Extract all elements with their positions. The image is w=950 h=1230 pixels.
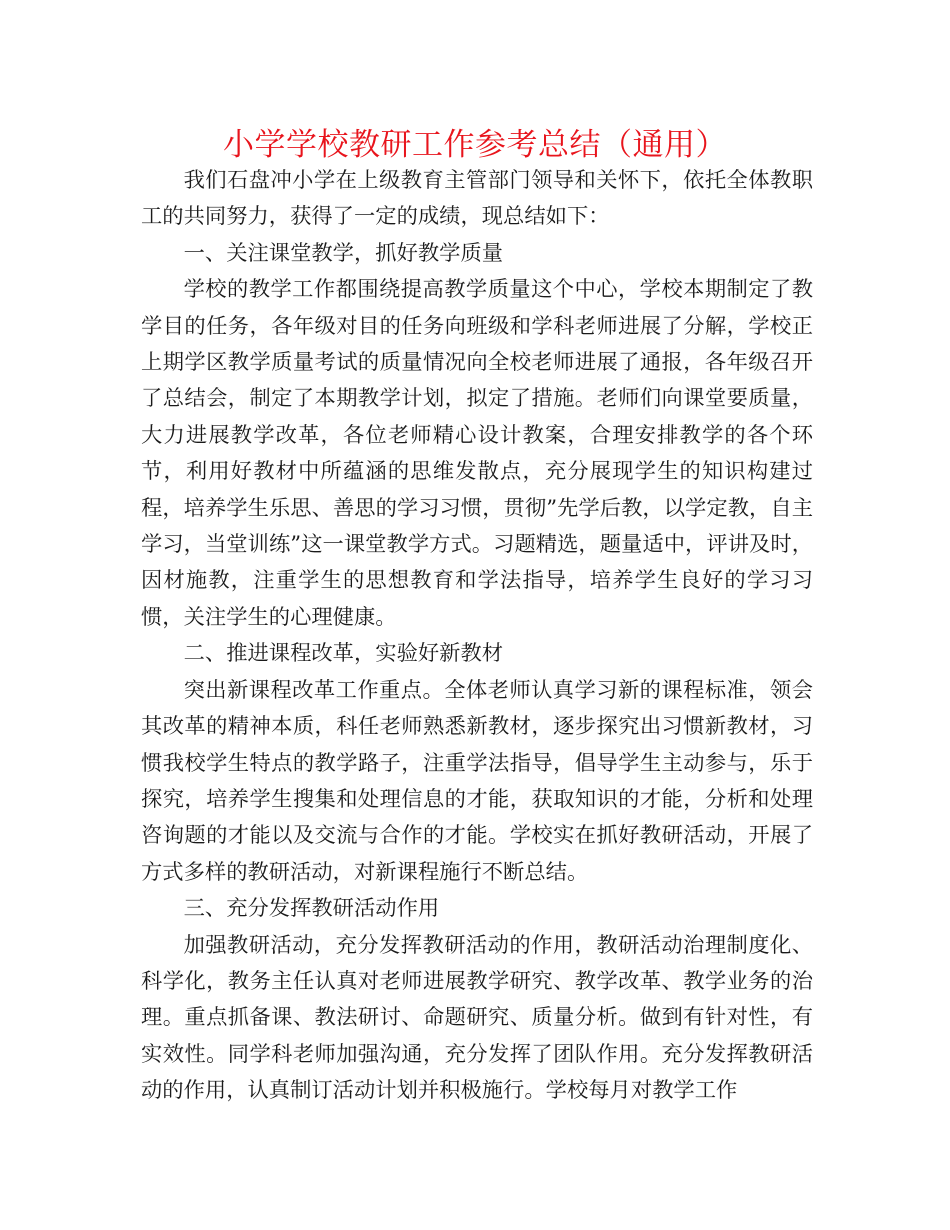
section-paragraph-3: 加强教研活动，充分发挥教研活动的作用，教研活动治理制度化、科学化，教务主任认真对老师进展教学研究、教学改革、教学业务的治理。重点抓备课、教法研讨、命题研究、质量分析。做到有针对性，有实效性。同学科老师加强沟通，充分发挥了团队作用。充分发挥教研活动的作用，认真制订活动计划并积极施行。学校每月对教学工作 (141, 932, 813, 1104)
section-heading-3: 三、充分发挥教研活动作用 (183, 896, 440, 922)
document-title: 小学学校教研工作参考总结（通用） (223, 127, 727, 163)
intro-paragraph: 我们石盘冲小学在上级教育主管部门领导和关怀下，依托全体教职工的共同努力，获得了一定的成绩，现总结如下： (141, 168, 813, 230)
section-paragraph-1: 学校的教学工作都围绕提高教学质量这个中心，学校本期制定了教学目的任务，各年级对目的任务向班级和学科老师进展了分解，学校正上期学区教学质量考试的质量情况向全校老师进展了通报，各年级召开了总结会，制定了本期教学计划，拟定了措施。老师们向课堂要质量，大力进展教学改革，各位老师精心设计教案，合理安排教学的各个环节，利用好教材中所蕴涵的思维发散点，充分展现学生的知识构建过程，培养学生乐思、善思的学习习惯，贯彻”先学后教，以学定教，自主学习，当堂训练”这一课堂教学方式。习题精选，题量适中，评讲及时，因材施教，注重学生的思想教育和学法指导，培养学生良好的学习习惯，关注学生的心理健康。 (141, 277, 813, 630)
document-body (141, 163, 813, 1110)
section-heading-2: 二、推进课程改革，实验好新教材 (183, 641, 504, 667)
section-paragraph-2: 突出新课程改革工作重点。全体老师认真学习新的课程标准，领会其改革的精神本质，科任老师熟悉新教材，逐步探究出习惯新教材，习惯我校学生特点的教学路子，注重学法指导，倡导学生主动参与，乐于探究，培养学生搜集和处理信息的才能，获取知识的才能，分析和处理咨询题的才能以及交流与合作的才能。学校实在抓好教研活动，开展了方式多样的教研活动，对新课程施行不断总结。 (141, 677, 813, 885)
section-heading-1: 一、关注课堂教学，抓好教学质量 (183, 240, 504, 266)
